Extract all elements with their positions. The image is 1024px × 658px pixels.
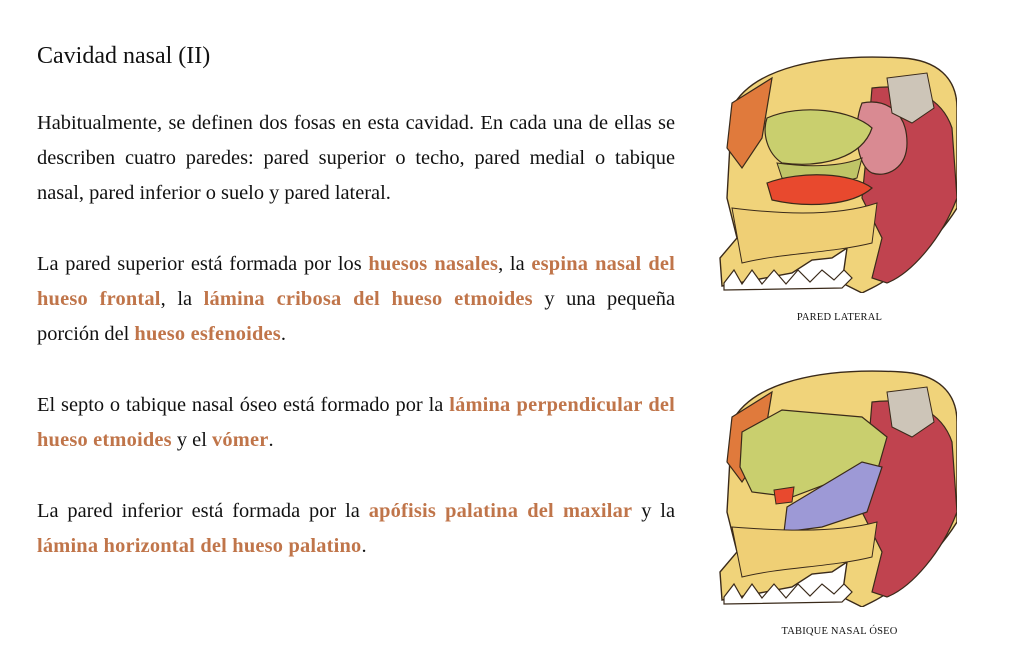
lateral-wall-illustration — [712, 48, 957, 293]
anatomical-term: lámina perpendicular del hueso etmoides — [37, 394, 675, 451]
paragraph-text: . — [268, 429, 274, 451]
anatomical-term: espina nasal del hueso frontal — [37, 253, 676, 310]
paragraph-text: y una pequeña porción del — [37, 288, 675, 345]
anatomical-term: lámina horizontal del hueso palatino — [37, 535, 362, 557]
paragraph-text: La pared superior está formada por los — [37, 253, 369, 275]
paragraph-text: y el — [171, 429, 212, 451]
paragraph-text: El septo o tabique nasal óseo está formado por la — [37, 394, 450, 416]
nasal-septum-illustration — [712, 362, 957, 607]
anatomical-term: apófisis palatina del maxilar — [368, 500, 633, 522]
paragraph-text: , la — [498, 253, 532, 275]
paragraph-superior-wall — [37, 247, 675, 352]
paragraph-septum — [37, 388, 675, 458]
anatomical-term: vómer — [212, 429, 269, 451]
paragraph-text: Habitualmente, se definen dos fosas en esta cavidad. En cada una de ellas se describen cuatro paredes: pared superior o techo, pared medial o tabique nasal, pared inferior o suelo y pared lateral. — [37, 112, 675, 204]
lateral-wall-drawing — [712, 48, 957, 293]
figure-caption-nasal-septum: TABIQUE NASAL ÓSEO — [781, 626, 898, 637]
paragraph-intro — [37, 106, 675, 211]
anatomical-term: lámina cribosa del hueso etmoides — [203, 288, 533, 310]
anatomical-term: hueso esfenoides — [134, 323, 281, 345]
nasal-septum-drawing — [712, 362, 957, 607]
paragraph-text: . — [280, 323, 287, 345]
main-content — [37, 40, 675, 600]
paragraph-text: , la — [160, 288, 204, 310]
figure-caption-lateral-wall: PARED LATERAL — [796, 312, 883, 323]
paragraph-text: y la — [632, 500, 675, 522]
page-title: Cavidad nasal (II) — [37, 43, 211, 69]
paragraph-inferior-wall — [37, 494, 675, 564]
paragraph-text: La pared inferior está formada por la — [37, 500, 369, 522]
paragraph-text: . — [361, 535, 367, 557]
anatomical-term: huesos nasales — [368, 253, 499, 275]
